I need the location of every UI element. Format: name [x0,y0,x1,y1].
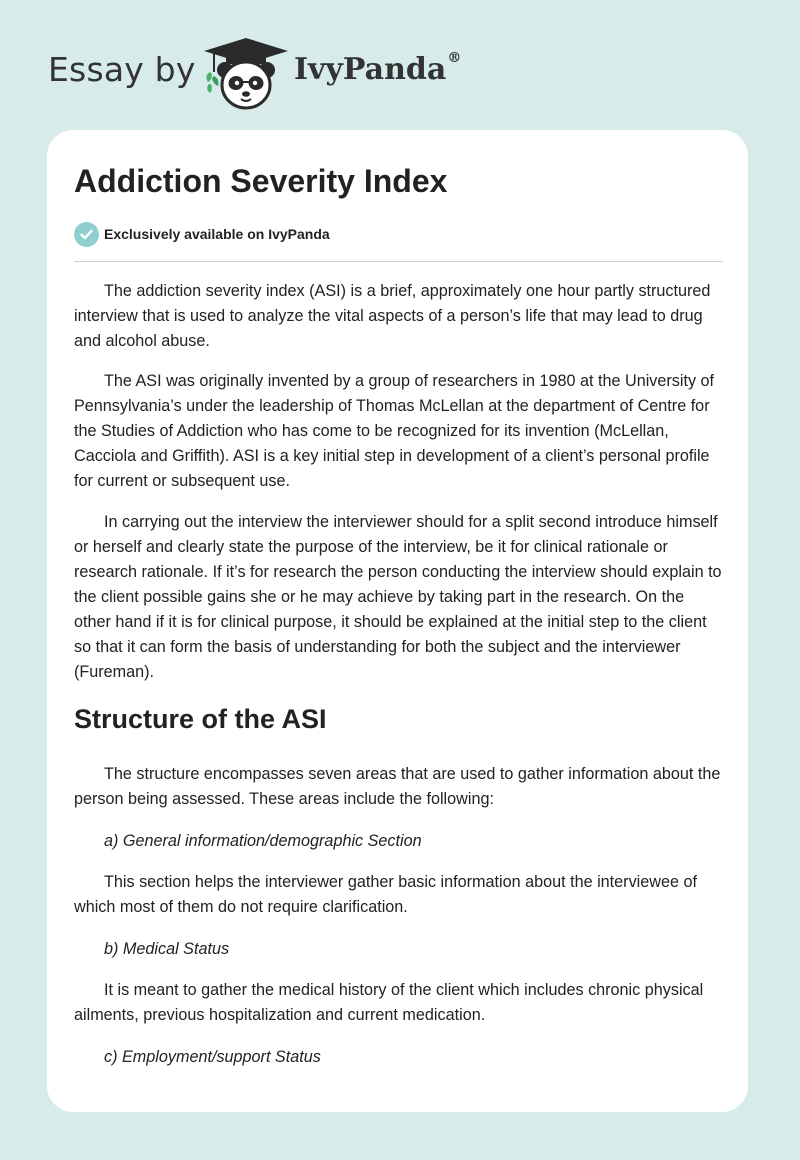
paragraph-3: In carrying out the interview the interviewer should for a split second introduce himself or herself and clearly state the purpose of the interview, be it for clinical rationale or research rationale. If it’s for research the person conducting the interview should explain to the client possible gains she or he may achieve by taking part in the research. On the other hand if it is for clinical purpose, it should be explained at the initial step to the client so that it can form the basis of understanding for both the subject and the interviewer (Fureman). [74,513,722,681]
section-intro: The structure encompasses seven areas that are used to gather information about the person being assessed. These areas include the following: [74,765,721,808]
brand-name[interactable]: IvyPanda® [294,50,462,87]
paragraph-medical-status: It is meant to gather the medical history of the client which includes chronic physical ailments, previous hospitalization and current medication. [74,981,704,1024]
exclusive-badge [74,221,330,247]
exclusive-badge-text: Exclusively available on IvyPanda [104,226,330,242]
subheading-general-information: a) General information/demographic Section [104,832,422,850]
title-divider [74,261,723,262]
page-title: Addiction Severity Index [74,163,448,199]
section-heading: Structure of the ASI [74,704,327,734]
site-header [0,0,800,130]
paragraph-1: The addiction severity index (ASI) is a brief, approximately one hour partly structured interview that is used to analyze the vital aspects of a person’s life that may lead to drug and alcohol abuse. [74,282,711,350]
paragraph-2: The ASI was originally invented by a group of researchers in 1980 at the University of Pennsylvania’s under the leadership of Thomas McLellan at the department of Centre for the Studies of Addiction who has come to be recognized for its invention (McLellan, Cacciola and Griffith). ASI is a key initial step in development of a client’s personal profile for current or subsequent use. [74,372,715,490]
paragraph-general-information: This section helps the interviewer gather basic information about the interviewee of which most of them do not require clarification. [74,873,697,916]
brand-prefix: Essay by [48,50,196,89]
subheading-medical-status: b) Medical Status [104,940,230,958]
check-circle-icon [74,222,99,247]
registered-mark: ® [447,50,462,66]
panda-graduate-icon[interactable] [200,38,292,110]
subheading-employment-status: c) Employment/support Status [104,1048,321,1066]
essay-card [47,130,748,1112]
